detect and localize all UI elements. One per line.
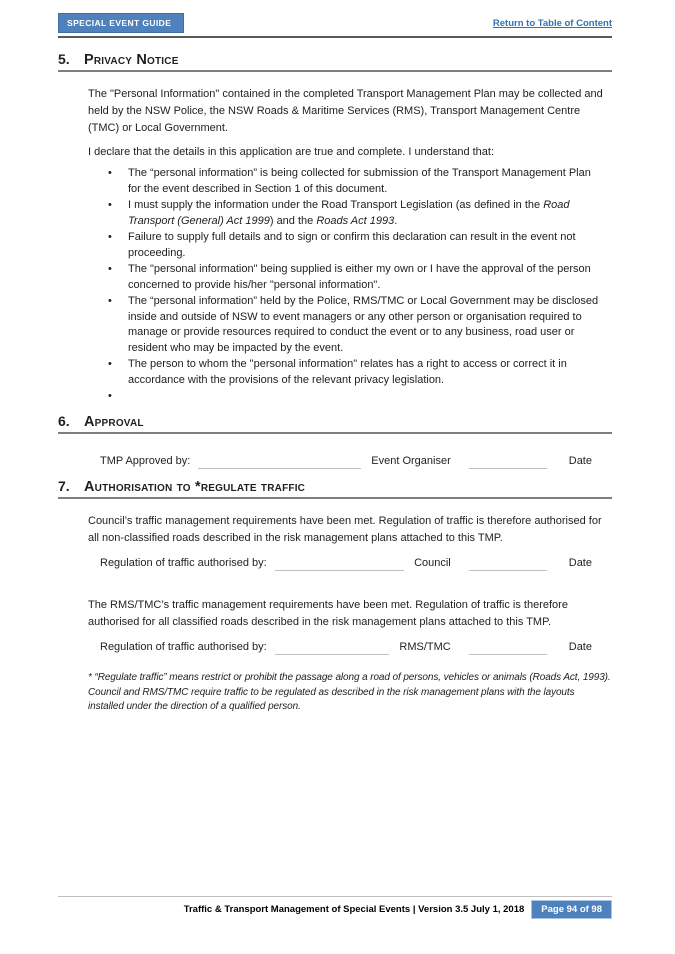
tmp-approved-label: TMP Approved by: xyxy=(100,455,191,467)
bullet-text xyxy=(128,389,600,404)
list-item-empty xyxy=(108,389,612,404)
bullet-text-italic: Roads Act 1993 xyxy=(316,214,395,227)
page-footer xyxy=(58,896,612,919)
date-label: Date xyxy=(568,557,592,569)
bullet-text: • The "personal information" being supplied is either my own or I have the approval of the person concerned to provide his/her "personal information". xyxy=(128,263,591,291)
guide-badge: SPECIAL EVENT GUIDE xyxy=(58,13,184,33)
date-label: Date xyxy=(568,455,592,467)
section-6-title: Approval xyxy=(84,414,144,430)
return-toc-link[interactable]: Return to Table of Content xyxy=(492,18,612,29)
bullet-text-italic: Road Transport (General) Act 1999 xyxy=(128,199,570,227)
section-5-title: Privacy Notice xyxy=(84,52,179,68)
regulation-label: Regulation of traffic authorised by: xyxy=(100,641,267,653)
list-item xyxy=(108,166,612,197)
signature-line xyxy=(198,456,361,469)
privacy-paragraph-1: The "Personal Information" contained in the completed Transport Management Plan may be collected and held by the NSW Police, the NSW Roads & Maritime Services (RMS), Transport Management Centre (TMC) or Local Government. xyxy=(88,88,603,134)
section-5-heading xyxy=(58,51,612,72)
signature-line xyxy=(275,642,390,655)
rms-authorisation-row xyxy=(100,640,592,655)
date-line xyxy=(469,558,547,571)
rms-tmc-label: RMS/TMC xyxy=(399,641,451,653)
bullet-text-part: ) and the xyxy=(269,214,317,227)
list-item xyxy=(108,262,612,293)
section-6-heading xyxy=(58,413,612,434)
list-item xyxy=(108,294,612,356)
council-authorisation-row xyxy=(100,556,592,571)
section-7-title: Authorisation to *regulate traffic xyxy=(84,479,306,495)
bullet-text: • The “personal information” held by the Police, RMS/TMC or Local Government may be disclosed inside and outside of NSW to event managers or any other person or organisation required to manage or provide resources required to conduct the event or to any business, road user or resident who may be impacted by the event. xyxy=(128,295,599,354)
list-item xyxy=(108,230,612,261)
regulate-traffic-footnote: * “Regulate traffic” means restrict or prohibit the passage along a road of persons, vehicles or animals (Roads Act, 1993). Council and RMS/TMC require traffic to be regulated as described in the risk management plans with the layouts installed under the direction of a qualified person. xyxy=(88,672,611,712)
bullet-text xyxy=(128,198,600,229)
section-7-number: 7. xyxy=(58,478,70,494)
date-line xyxy=(469,642,547,655)
privacy-paragraph-2: I declare that the details in this application are true and complete. I understand that: xyxy=(88,146,495,158)
privacy-bullet-list xyxy=(108,166,612,404)
list-item xyxy=(108,357,612,388)
bullet-text-part: . xyxy=(394,214,398,227)
section-6-number: 6. xyxy=(58,413,70,429)
council-paragraph: Council’s traffic management requirements have been met. Regulation of traffic is therefore authorised for all non-classified roads described in the risk management plans attached to this TMP. xyxy=(88,515,602,544)
regulation-label: Regulation of traffic authorised by: xyxy=(100,557,267,569)
council-label: Council xyxy=(414,557,451,569)
page-number-badge: Page 94 of 98 xyxy=(531,900,612,919)
bullet-text: • Failure to supply full details and to sign or confirm this declaration can result in the event not proceeding. xyxy=(128,231,576,259)
signature-line xyxy=(275,558,404,571)
page-header xyxy=(58,0,612,38)
event-organiser-label: Event Organiser xyxy=(371,455,451,467)
date-line xyxy=(469,456,547,469)
bullet-text: • The “personal information” is being collected for submission of the Transport Management Plan for the event described in Section 1 of this document. xyxy=(128,167,591,195)
footer-title: Traffic & Transport Management of Special Events | Version 3.5 July 1, 2018 xyxy=(183,904,525,915)
bullet-text-part: I must supply the information under the Road Transport Legislation (as defined in the xyxy=(128,199,544,211)
bullet-text: • The person to whom the "personal information" relates has a right to access or correct it in accordance with the provisions of the relevant privacy legislation. xyxy=(128,358,567,386)
section-7-heading xyxy=(58,478,612,499)
tmp-approved-row xyxy=(100,454,592,469)
section-5-number: 5. xyxy=(58,51,70,67)
list-item xyxy=(108,198,612,229)
date-label: Date xyxy=(568,641,592,653)
rms-paragraph: The RMS/TMC’s traffic management requirements have been met. Regulation of traffic is therefore authorised for all classified roads described in the risk management plans attached to this TMP. xyxy=(88,599,568,628)
